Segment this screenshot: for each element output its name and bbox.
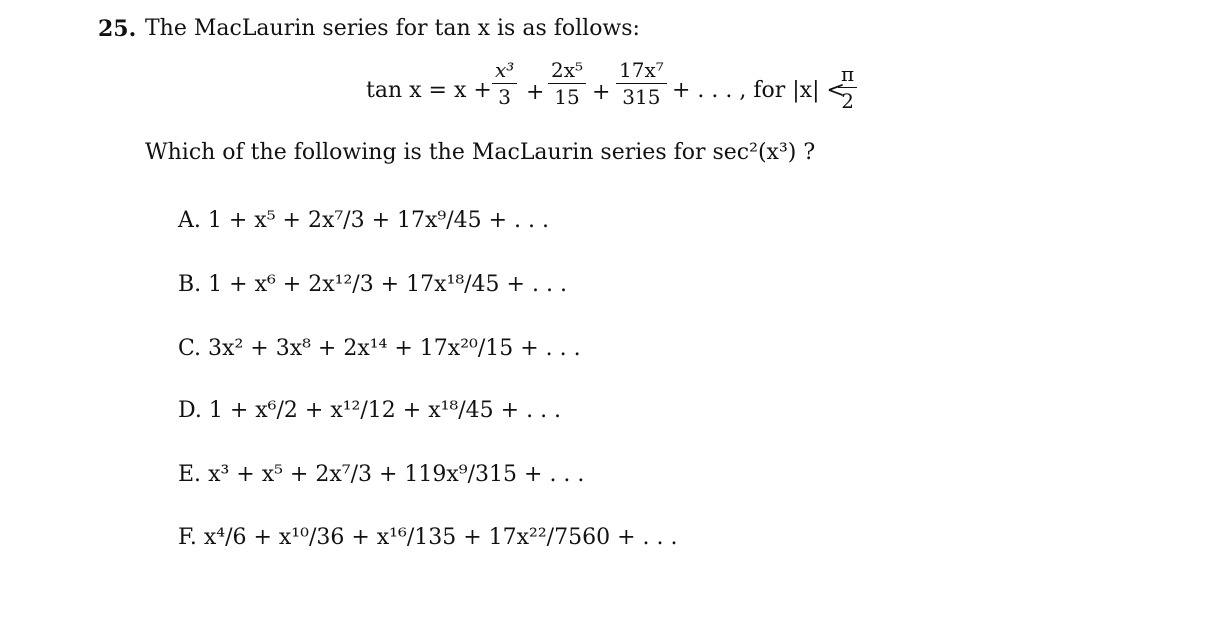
series-term-3-num: 17x⁷ (619, 58, 664, 82)
question-prompt: Which of the following is the MacLaurin series for sec²(x³) ? (145, 140, 816, 165)
option-text: x³ + x⁵ + 2x⁷/3 + 119x⁹/315 + . . . (208, 462, 585, 487)
series-term-2-den: 15 (554, 85, 580, 109)
condition-den: 2 (841, 89, 854, 113)
series-term-3 (616, 60, 667, 107)
option-text: x⁴/6 + x¹⁰/36 + x¹⁶/135 + 17x²²/7560 + . . . (203, 525, 678, 550)
series-term-3-den: 315 (622, 85, 661, 109)
option-text: 1 + x⁶/2 + x¹²/12 + x¹⁸/45 + . . . (208, 398, 562, 423)
option-f[interactable] (178, 527, 677, 549)
plus-sign: + (526, 80, 545, 105)
series-term-2 (548, 60, 586, 107)
question-number: 25. (98, 16, 137, 42)
option-text: 1 + x⁶ + 2x¹²/3 + 17x¹⁸/45 + . . . (208, 272, 567, 297)
option-label: E. (178, 462, 202, 487)
option-label: C. (178, 336, 202, 361)
condition-num: π (841, 62, 855, 86)
series-term-1-num: x³ (495, 58, 515, 82)
option-label: A. (178, 208, 201, 233)
plus-sign: + (592, 80, 611, 105)
series-term-1 (492, 60, 517, 107)
question-intro-text: The MacLaurin series for tan x is as follows: (145, 16, 640, 41)
option-label: D. (178, 398, 202, 423)
series-term-1-den: 3 (498, 85, 512, 109)
option-label: F. (178, 525, 197, 550)
option-b[interactable] (178, 274, 567, 296)
series-condition (838, 64, 857, 111)
option-text: 3x² + 3x⁸ + 2x¹⁴ + 17x²⁰/15 + . . . (208, 336, 581, 361)
series-term-2-num: 2x⁵ (551, 58, 584, 82)
series-lhs: tan x = x + (366, 78, 492, 103)
option-text: 1 + x⁵ + 2x⁷/3 + 17x⁹/45 + . . . (207, 208, 550, 233)
option-e[interactable] (178, 464, 584, 486)
series-tail: + . . . , for |x| < (672, 78, 845, 103)
option-a[interactable] (178, 210, 549, 232)
option-label: B. (178, 272, 202, 297)
option-d[interactable] (178, 400, 561, 422)
option-c[interactable] (178, 338, 581, 360)
question-intro (145, 18, 640, 40)
